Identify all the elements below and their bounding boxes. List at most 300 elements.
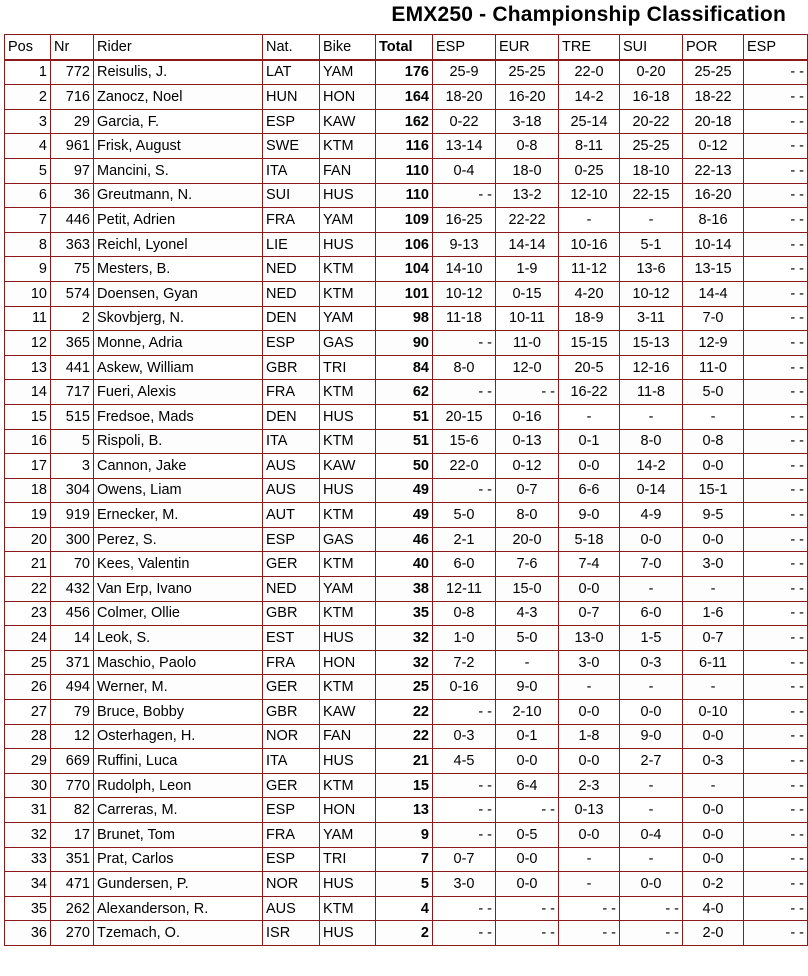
cell-round-6: - - — [744, 380, 808, 405]
cell-round-5: 0-0 — [683, 454, 744, 479]
cell-nr: 351 — [51, 847, 94, 872]
cell-round-5: 5-0 — [683, 380, 744, 405]
cell-round-5: 12-9 — [683, 331, 744, 356]
cell-nr: 36 — [51, 183, 94, 208]
cell-round-2: 0-1 — [496, 724, 559, 749]
cell-round-3: 15-15 — [559, 331, 620, 356]
cell-rider: Alexanderson, R. — [94, 896, 263, 921]
cell-round-3: 0-0 — [559, 577, 620, 602]
cell-round-2: 20-0 — [496, 527, 559, 552]
cell-round-4: - - — [620, 896, 683, 921]
cell-nr: 456 — [51, 601, 94, 626]
table-row — [5, 896, 808, 921]
cell-nr: 12 — [51, 724, 94, 749]
cell-round-1: 25-9 — [433, 60, 496, 85]
cell-bike: HUS — [320, 478, 376, 503]
col-header-round-6: ESP — [744, 35, 808, 60]
cell-bike: HUS — [320, 921, 376, 946]
cell-round-4: 1-5 — [620, 626, 683, 651]
cell-round-3: - - — [559, 896, 620, 921]
cell-nat: NOR — [263, 872, 320, 897]
table-row — [5, 700, 808, 725]
table-row — [5, 503, 808, 528]
cell-round-4: 13-6 — [620, 257, 683, 282]
cell-round-2: 0-16 — [496, 404, 559, 429]
table-row — [5, 183, 808, 208]
cell-round-2: 16-20 — [496, 85, 559, 110]
cell-round-2: 0-12 — [496, 454, 559, 479]
cell-nat: ESP — [263, 847, 320, 872]
cell-round-3: 22-0 — [559, 60, 620, 85]
col-header-total: Total — [376, 35, 433, 60]
cell-round-2: 0-0 — [496, 847, 559, 872]
cell-round-1: 0-7 — [433, 847, 496, 872]
cell-round-3: 5-18 — [559, 527, 620, 552]
cell-round-4: 10-12 — [620, 281, 683, 306]
cell-nr: 3 — [51, 454, 94, 479]
table-row — [5, 773, 808, 798]
cell-nat: FRA — [263, 650, 320, 675]
table-row — [5, 478, 808, 503]
table-row — [5, 454, 808, 479]
table-row — [5, 626, 808, 651]
cell-nr: 770 — [51, 773, 94, 798]
cell-nat: SWE — [263, 134, 320, 159]
cell-nat: GER — [263, 552, 320, 577]
cell-round-4: 8-0 — [620, 429, 683, 454]
cell-round-4: 18-10 — [620, 158, 683, 183]
page-title: EMX250 - Championship Classification — [391, 3, 786, 26]
table-row — [5, 380, 808, 405]
cell-rider: Fredsoe, Mads — [94, 404, 263, 429]
table-row — [5, 921, 808, 946]
cell-round-1: 7-2 — [433, 650, 496, 675]
cell-round-1: 15-6 — [433, 429, 496, 454]
cell-round-5: 7-0 — [683, 306, 744, 331]
cell-total: 32 — [376, 650, 433, 675]
cell-round-1: - - — [433, 478, 496, 503]
cell-bike: GAS — [320, 527, 376, 552]
cell-rider: Colmer, Ollie — [94, 601, 263, 626]
header-row — [5, 35, 808, 60]
cell-bike: TRI — [320, 355, 376, 380]
cell-rider: Osterhagen, H. — [94, 724, 263, 749]
table-row — [5, 847, 808, 872]
table-row — [5, 429, 808, 454]
cell-bike: FAN — [320, 724, 376, 749]
table-row — [5, 798, 808, 823]
cell-round-3: - — [559, 675, 620, 700]
cell-round-1: 8-0 — [433, 355, 496, 380]
cell-round-2: 2-10 — [496, 700, 559, 725]
cell-nat: DEN — [263, 404, 320, 429]
cell-total: 40 — [376, 552, 433, 577]
cell-round-5: 13-15 — [683, 257, 744, 282]
cell-round-3: 8-11 — [559, 134, 620, 159]
cell-nr: 446 — [51, 208, 94, 233]
cell-bike: HUS — [320, 872, 376, 897]
cell-round-1: - - — [433, 921, 496, 946]
cell-round-2: 11-0 — [496, 331, 559, 356]
cell-rider: Mancini, S. — [94, 158, 263, 183]
cell-total: 164 — [376, 85, 433, 110]
cell-round-6: - - — [744, 577, 808, 602]
cell-pos: 23 — [5, 601, 51, 626]
cell-pos: 6 — [5, 183, 51, 208]
cell-pos: 17 — [5, 454, 51, 479]
table-row — [5, 257, 808, 282]
cell-pos: 5 — [5, 158, 51, 183]
cell-rider: Fueri, Alexis — [94, 380, 263, 405]
cell-round-5: 0-0 — [683, 847, 744, 872]
cell-nat: FRA — [263, 380, 320, 405]
cell-round-2: 7-6 — [496, 552, 559, 577]
cell-nat: NED — [263, 281, 320, 306]
cell-nr: 717 — [51, 380, 94, 405]
cell-round-4: - — [620, 404, 683, 429]
cell-round-6: - - — [744, 700, 808, 725]
cell-rider: Owens, Liam — [94, 478, 263, 503]
cell-round-2: 0-0 — [496, 872, 559, 897]
cell-pos: 35 — [5, 896, 51, 921]
cell-nr: 300 — [51, 527, 94, 552]
cell-total: 13 — [376, 798, 433, 823]
table-row — [5, 749, 808, 774]
cell-nat: ESP — [263, 527, 320, 552]
cell-round-6: - - — [744, 872, 808, 897]
cell-round-6: - - — [744, 798, 808, 823]
cell-pos: 16 — [5, 429, 51, 454]
cell-rider: Greutmann, N. — [94, 183, 263, 208]
cell-round-5: 0-7 — [683, 626, 744, 651]
cell-round-2: 0-13 — [496, 429, 559, 454]
cell-pos: 34 — [5, 872, 51, 897]
cell-round-1: 0-4 — [433, 158, 496, 183]
cell-round-2: 6-4 — [496, 773, 559, 798]
cell-round-5: 10-14 — [683, 232, 744, 257]
cell-rider: Ernecker, M. — [94, 503, 263, 528]
cell-round-5: 20-18 — [683, 109, 744, 134]
cell-round-6: - - — [744, 331, 808, 356]
cell-round-6: - - — [744, 626, 808, 651]
cell-round-1: 3-0 — [433, 872, 496, 897]
cell-nat: HUN — [263, 85, 320, 110]
cell-nr: 669 — [51, 749, 94, 774]
cell-nat: DEN — [263, 306, 320, 331]
cell-round-4: - — [620, 675, 683, 700]
cell-round-3: 4-20 — [559, 281, 620, 306]
cell-round-5: 16-20 — [683, 183, 744, 208]
cell-round-2: 15-0 — [496, 577, 559, 602]
cell-pos: 19 — [5, 503, 51, 528]
table-row — [5, 109, 808, 134]
cell-round-6: - - — [744, 601, 808, 626]
cell-nr: 371 — [51, 650, 94, 675]
cell-total: 15 — [376, 773, 433, 798]
col-header-round-5: POR — [683, 35, 744, 60]
cell-bike: KTM — [320, 134, 376, 159]
cell-bike: KTM — [320, 257, 376, 282]
cell-total: 7 — [376, 847, 433, 872]
cell-total: 51 — [376, 429, 433, 454]
col-header-pos: Pos — [5, 35, 51, 60]
cell-nr: 97 — [51, 158, 94, 183]
cell-round-1: 12-11 — [433, 577, 496, 602]
cell-total: 22 — [376, 724, 433, 749]
cell-pos: 10 — [5, 281, 51, 306]
cell-round-3: - — [559, 847, 620, 872]
cell-round-4: 0-0 — [620, 872, 683, 897]
cell-round-1: - - — [433, 773, 496, 798]
cell-nat: ITA — [263, 429, 320, 454]
cell-round-6: - - — [744, 158, 808, 183]
cell-total: 162 — [376, 109, 433, 134]
cell-round-6: - - — [744, 208, 808, 233]
cell-nr: 5 — [51, 429, 94, 454]
cell-round-5: 2-0 — [683, 921, 744, 946]
cell-round-4: 2-7 — [620, 749, 683, 774]
cell-round-6: - - — [744, 454, 808, 479]
cell-round-6: - - — [744, 404, 808, 429]
cell-round-2: 8-0 — [496, 503, 559, 528]
col-header-bike: Bike — [320, 35, 376, 60]
cell-bike: HUS — [320, 183, 376, 208]
cell-round-6: - - — [744, 478, 808, 503]
cell-nat: ITA — [263, 749, 320, 774]
cell-round-4: 11-8 — [620, 380, 683, 405]
col-header-nat: Nat. — [263, 35, 320, 60]
cell-round-2: 25-25 — [496, 60, 559, 85]
cell-round-5: 14-4 — [683, 281, 744, 306]
table-row — [5, 281, 808, 306]
cell-round-1: 1-0 — [433, 626, 496, 651]
cell-round-5: 8-16 — [683, 208, 744, 233]
cell-nat: FRA — [263, 208, 320, 233]
cell-bike: KAW — [320, 454, 376, 479]
cell-rider: Askew, William — [94, 355, 263, 380]
cell-round-2: - - — [496, 380, 559, 405]
cell-round-3: 0-0 — [559, 823, 620, 848]
cell-pos: 26 — [5, 675, 51, 700]
col-header-rider: Rider — [94, 35, 263, 60]
cell-round-3: 11-12 — [559, 257, 620, 282]
cell-round-1: 9-13 — [433, 232, 496, 257]
cell-total: 109 — [376, 208, 433, 233]
cell-round-5: 0-0 — [683, 527, 744, 552]
table-row — [5, 404, 808, 429]
cell-nat: LAT — [263, 60, 320, 85]
cell-pos: 30 — [5, 773, 51, 798]
cell-total: 2 — [376, 921, 433, 946]
cell-round-5: 4-0 — [683, 896, 744, 921]
cell-round-2: 13-2 — [496, 183, 559, 208]
col-header-round-1: ESP — [433, 35, 496, 60]
cell-round-2: 14-14 — [496, 232, 559, 257]
cell-bike: KTM — [320, 503, 376, 528]
cell-round-5: 0-12 — [683, 134, 744, 159]
cell-nat: GER — [263, 675, 320, 700]
cell-rider: Mesters, B. — [94, 257, 263, 282]
cell-round-4: 16-18 — [620, 85, 683, 110]
cell-bike: KAW — [320, 109, 376, 134]
cell-total: 110 — [376, 158, 433, 183]
cell-bike: YAM — [320, 60, 376, 85]
cell-total: 25 — [376, 675, 433, 700]
cell-rider: Rispoli, B. — [94, 429, 263, 454]
cell-round-5: 0-3 — [683, 749, 744, 774]
cell-nr: 961 — [51, 134, 94, 159]
cell-nat: AUS — [263, 896, 320, 921]
cell-nr: 441 — [51, 355, 94, 380]
cell-pos: 18 — [5, 478, 51, 503]
cell-round-1: - - — [433, 183, 496, 208]
cell-nr: 14 — [51, 626, 94, 651]
cell-nr: 494 — [51, 675, 94, 700]
cell-round-1: - - — [433, 798, 496, 823]
cell-round-3: - — [559, 872, 620, 897]
table-row — [5, 527, 808, 552]
cell-round-4: - — [620, 798, 683, 823]
cell-round-1: 20-15 — [433, 404, 496, 429]
cell-round-6: - - — [744, 749, 808, 774]
cell-round-1: 18-20 — [433, 85, 496, 110]
cell-round-2: 5-0 — [496, 626, 559, 651]
cell-total: 176 — [376, 60, 433, 85]
cell-pos: 15 — [5, 404, 51, 429]
cell-round-6: - - — [744, 134, 808, 159]
cell-round-4: - - — [620, 921, 683, 946]
cell-round-3: 0-13 — [559, 798, 620, 823]
cell-pos: 1 — [5, 60, 51, 85]
cell-round-6: - - — [744, 429, 808, 454]
cell-pos: 8 — [5, 232, 51, 257]
cell-round-2: - - — [496, 921, 559, 946]
cell-round-6: - - — [744, 257, 808, 282]
cell-round-6: - - — [744, 921, 808, 946]
col-header-round-4: SUI — [620, 35, 683, 60]
cell-nr: 79 — [51, 700, 94, 725]
table-row — [5, 208, 808, 233]
cell-nr: 17 — [51, 823, 94, 848]
cell-total: 5 — [376, 872, 433, 897]
cell-round-4: 3-11 — [620, 306, 683, 331]
cell-pos: 33 — [5, 847, 51, 872]
cell-pos: 36 — [5, 921, 51, 946]
cell-nr: 82 — [51, 798, 94, 823]
cell-total: 32 — [376, 626, 433, 651]
cell-bike: KAW — [320, 700, 376, 725]
cell-round-5: 0-10 — [683, 700, 744, 725]
cell-round-3: - — [559, 404, 620, 429]
cell-round-1: - - — [433, 380, 496, 405]
cell-bike: KTM — [320, 896, 376, 921]
cell-nat: LIE — [263, 232, 320, 257]
cell-round-3: 2-3 — [559, 773, 620, 798]
cell-nr: 365 — [51, 331, 94, 356]
cell-bike: YAM — [320, 306, 376, 331]
cell-round-5: 0-8 — [683, 429, 744, 454]
cell-nat: ESP — [263, 798, 320, 823]
cell-round-5: 9-5 — [683, 503, 744, 528]
cell-round-4: - — [620, 577, 683, 602]
cell-round-6: - - — [744, 232, 808, 257]
cell-round-5: 3-0 — [683, 552, 744, 577]
cell-round-4: 22-15 — [620, 183, 683, 208]
cell-round-4: - — [620, 208, 683, 233]
cell-round-2: 0-8 — [496, 134, 559, 159]
cell-round-2: - - — [496, 896, 559, 921]
table-row — [5, 577, 808, 602]
cell-round-5: 0-0 — [683, 724, 744, 749]
cell-round-3: 1-8 — [559, 724, 620, 749]
cell-round-6: - - — [744, 847, 808, 872]
cell-bike: HON — [320, 85, 376, 110]
cell-total: 106 — [376, 232, 433, 257]
table-row — [5, 724, 808, 749]
cell-nat: ITA — [263, 158, 320, 183]
cell-rider: Garcia, F. — [94, 109, 263, 134]
cell-round-1: 11-18 — [433, 306, 496, 331]
cell-round-1: - - — [433, 331, 496, 356]
cell-round-4: 0-0 — [620, 527, 683, 552]
table-row — [5, 232, 808, 257]
cell-rider: Gundersen, P. — [94, 872, 263, 897]
cell-rider: Cannon, Jake — [94, 454, 263, 479]
cell-total: 46 — [376, 527, 433, 552]
cell-round-3: 16-22 — [559, 380, 620, 405]
cell-rider: Tzemach, O. — [94, 921, 263, 946]
cell-rider: Rudolph, Leon — [94, 773, 263, 798]
cell-round-5: 22-13 — [683, 158, 744, 183]
cell-nr: 363 — [51, 232, 94, 257]
cell-round-1: 0-3 — [433, 724, 496, 749]
cell-round-4: 6-0 — [620, 601, 683, 626]
cell-round-1: 14-10 — [433, 257, 496, 282]
cell-round-4: 0-4 — [620, 823, 683, 848]
cell-bike: KTM — [320, 773, 376, 798]
cell-bike: HUS — [320, 626, 376, 651]
cell-rider: Monne, Adria — [94, 331, 263, 356]
cell-nat: NOR — [263, 724, 320, 749]
cell-round-3: 3-0 — [559, 650, 620, 675]
cell-total: 51 — [376, 404, 433, 429]
cell-pos: 4 — [5, 134, 51, 159]
cell-round-5: - — [683, 577, 744, 602]
cell-bike: KTM — [320, 601, 376, 626]
cell-pos: 25 — [5, 650, 51, 675]
cell-nat: EST — [263, 626, 320, 651]
cell-round-5: 1-6 — [683, 601, 744, 626]
cell-pos: 22 — [5, 577, 51, 602]
cell-rider: Leok, S. — [94, 626, 263, 651]
cell-pos: 14 — [5, 380, 51, 405]
cell-pos: 20 — [5, 527, 51, 552]
cell-round-4: 0-20 — [620, 60, 683, 85]
cell-round-6: - - — [744, 527, 808, 552]
cell-round-1: 0-22 — [433, 109, 496, 134]
cell-round-1: 6-0 — [433, 552, 496, 577]
cell-round-2: 4-3 — [496, 601, 559, 626]
cell-bike: KTM — [320, 429, 376, 454]
table-row — [5, 134, 808, 159]
cell-total: 62 — [376, 380, 433, 405]
cell-bike: KTM — [320, 552, 376, 577]
cell-total: 9 — [376, 823, 433, 848]
cell-round-4: 9-0 — [620, 724, 683, 749]
cell-round-3: 10-16 — [559, 232, 620, 257]
cell-nat: GER — [263, 773, 320, 798]
cell-total: 101 — [376, 281, 433, 306]
